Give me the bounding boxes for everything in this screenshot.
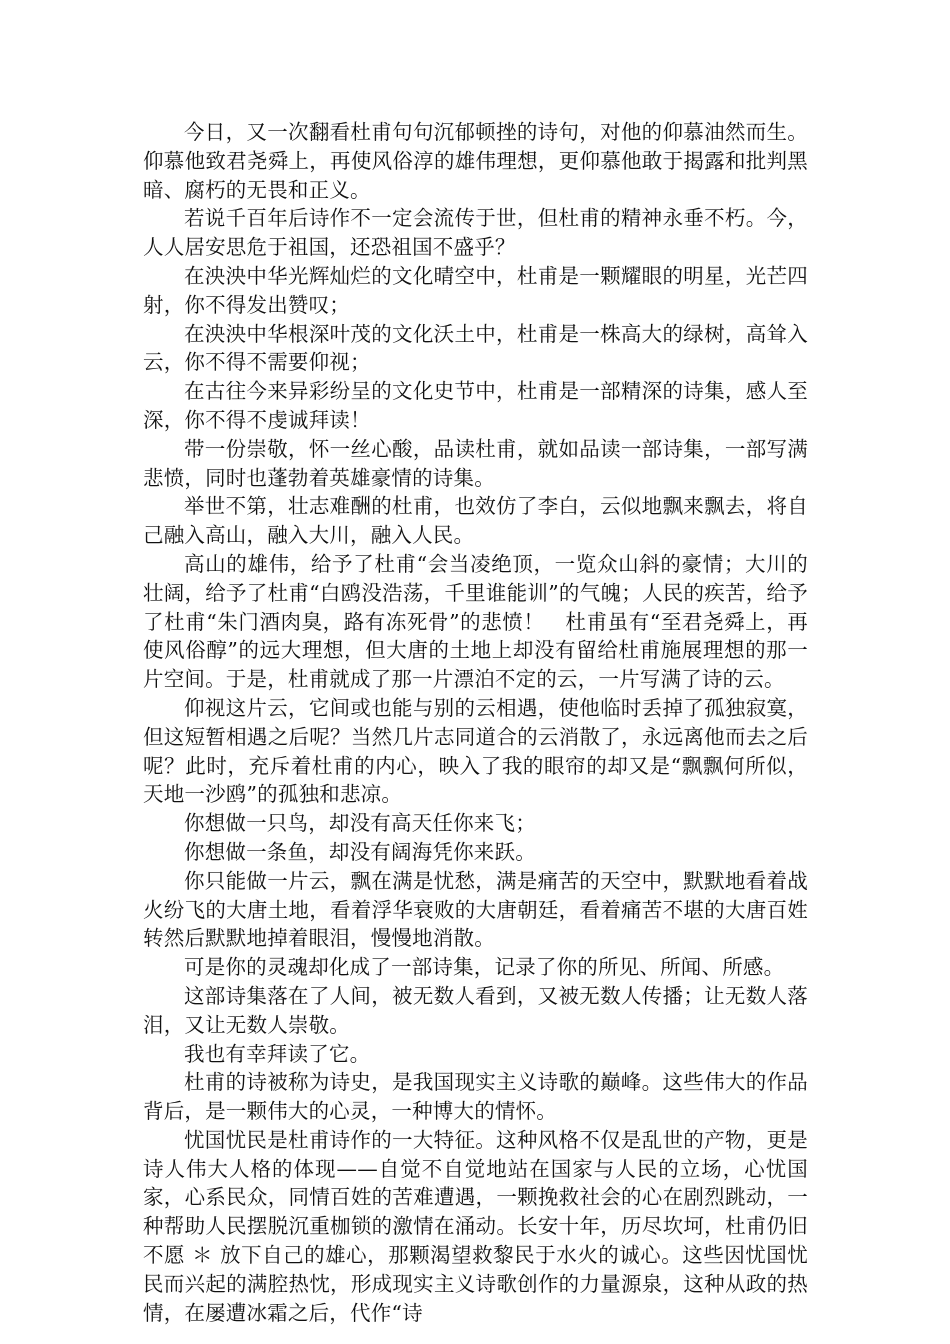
paragraph-8: 高山的雄伟，给予了杜甫“会当凌绝顶，一览众山斜的豪情；大川的壮阔，给予了杜甫“白鸥没浩荡，千里谁能训”的气魄；人民的疾苦，给予了杜甫“朱门酒肉臭，路有冻死骨”的悲愤！ 杜甫虽有“至君尧舜上，再使风俗醇”的远大理想，但大唐的土地上却没有留给杜甫施展理想的那一片空间。于是，杜甫就成了那一片漂泊不定的云，一片写满了诗的云。	[143, 551, 808, 692]
paragraph-9: 仰视这片云，它间或也能与别的云相遇，使他临时丢掉了孤独寂寞，但这短暂相遇之后呢？当然几片志同道合的云消散了，永远离他而去之后呢？此时，充斥着杜甫的内心，映入了我的眼帘的却又是“飘飘何所似，天地一沙鸥”的孤独和悲凉。	[143, 695, 808, 807]
paragraph-7: 举世不第，壮志难酬的杜甫，也效仿了李白，云似地飘来飘去，将自己融入高山，融入大川，融入人民。	[143, 494, 808, 548]
paragraph-2: 若说千百年后诗作不一定会流传于世，但杜甫的精神永垂不朽。今，人人居安思危于祖国，还恐祖国不盛乎？	[143, 206, 808, 260]
paragraph-16: 杜甫的诗被称为诗史，是我国现实主义诗歌的巅峰。这些伟大的作品背后，是一颗伟大的心灵，一种博大的情怀。	[143, 1070, 808, 1124]
paragraph-3: 在泱泱中华光辉灿烂的文化晴空中，杜甫是一颗耀眼的明星，光芒四射，你不得发出赞叹；	[143, 263, 808, 317]
paragraph-15: 我也有幸拜读了它。	[184, 1041, 371, 1066]
document-body	[143, 118, 808, 1327]
paragraph-13: 可是你的灵魂却化成了一部诗集，记录了你的所见、所闻、所感。	[184, 955, 785, 980]
paragraph-14: 这部诗集落在了人间，被无数人看到，又被无数人传播；让无数人落泪，又让无数人崇敬。	[143, 983, 808, 1037]
paragraph-5: 在古往今来异彩纷呈的文化史节中，杜甫是一部精深的诗集，感人至深，你不得不虔诚拜读！	[143, 379, 808, 432]
paragraph-6: 带一份崇敬，怀一丝心酸，品读杜甫，就如品读一部诗集，一部写满悲愤，同时也蓬勃着英雄豪情的诗集。	[143, 436, 808, 490]
paragraph-4: 在泱泱中华根深叶茂的文化沃土中，杜甫是一株高大的绿树，高耸入云，你不得不需要仰视；	[143, 321, 808, 375]
paragraph-12: 你只能做一片云，飘在满是忧愁，满是痛苦的天空中，默默地看着战火纷飞的大唐土地，看着浮华衰败的大唐朝廷，看着痛苦不堪的大唐百姓转然后默默地掉着眼泪，慢慢地消散。	[143, 868, 808, 951]
paragraph-1: 今日，又一次翻看杜甫句句沉郁顿挫的诗句，对他的仰慕油然而生。仰慕他致君尧舜上，再使风俗淳的雄伟理想，更仰慕他敢于揭露和批判黑暗、腐朽的无畏和正义。	[143, 120, 808, 202]
paragraph-11: 你想做一条鱼，却没有阔海凭你来跃。	[184, 839, 536, 864]
paragraph-10: 你想做一只鸟，却没有高天任你来飞；	[184, 811, 536, 836]
paragraph-17: 忧国忧民是杜甫诗作的一大特征。这种风格不仅是乱世的产物，更是诗人伟大人格的体现——自觉不自觉地站在国家与人民的立场，心忧国家，心系民众，同情百姓的苦难遭遇，一颗挽救社会的心在剧烈跳动，一种帮助人民摆脱沉重枷锁的激情在涌动。长安十年，历尽坎坷，杜甫仍旧不愿 ＊ 放下自己的雄心，那颗渴望救黎民于水火的诚心。这些因忧国忧民而兴起的满腔热忱，形成现实主义诗歌创作的力量源泉，这种从政的热情，在屡遭冰霜之后，代作“诗	[143, 1127, 808, 1325]
